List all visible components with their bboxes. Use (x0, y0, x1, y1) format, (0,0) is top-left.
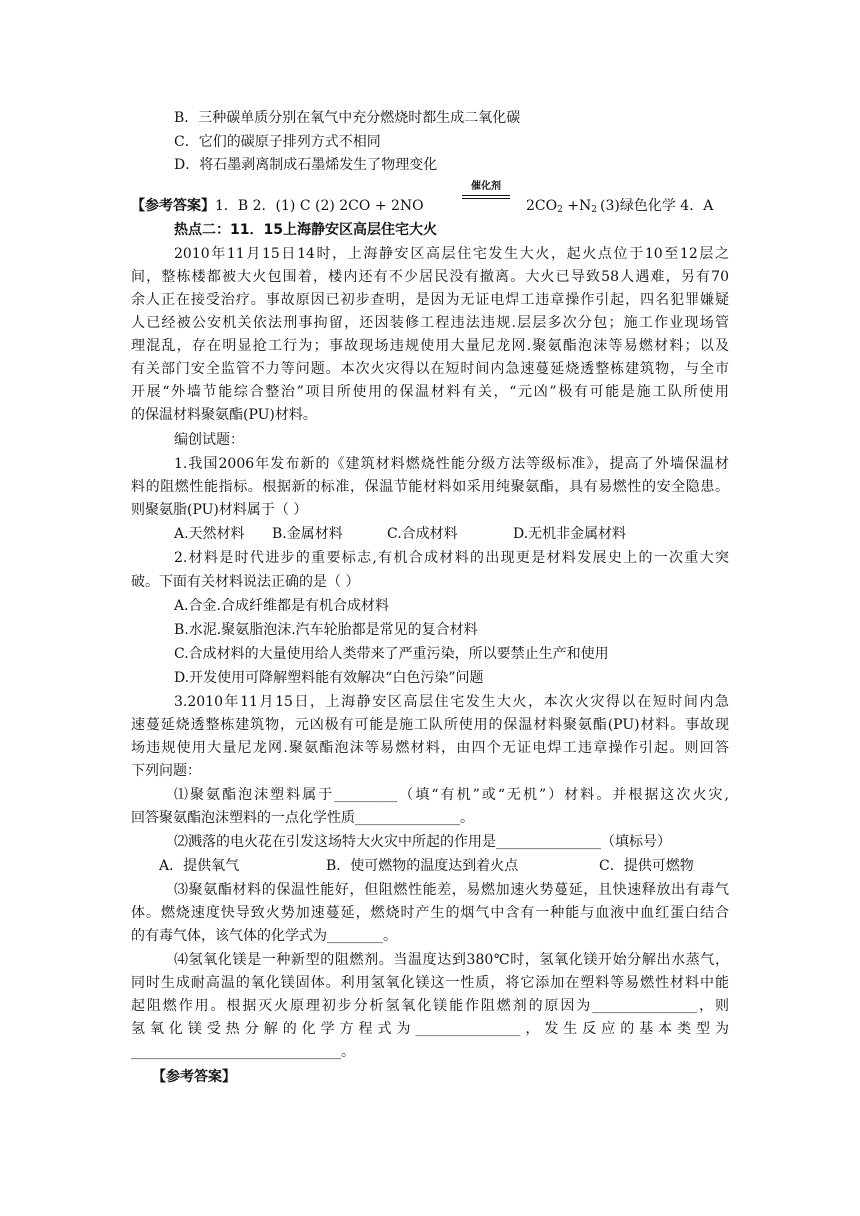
q1-line: 1.我国2006年发布新的《建筑材料燃烧性能分级方法等级标准》，提高了外墙保温材 (174, 456, 729, 472)
q1-line: 则聚氨脂(PU)材料属于（ ） (131, 502, 308, 518)
q1-option: B.金属材料 (272, 526, 343, 542)
intro-line: 有关部门安全监管不力等问题。本次火灾得以在短时间内急速蔓延烧透整栋建筑物，与全市 (131, 361, 729, 377)
q3-part2-options (131, 856, 731, 876)
q2-line: 破。下面有关材料说法正确的是（ ） (131, 574, 360, 590)
q3-part3-line: 的有毒气体，该气体的化学式为________。 (131, 928, 397, 944)
equals-sign (462, 195, 510, 199)
q2-option: B.水泥.聚氨脂泡沫.汽车轮胎都是常见的复合材料 (174, 622, 478, 638)
catalyst-label: 催化剂 (471, 181, 501, 192)
option-d: D．将石墨剥离制成石墨烯发生了物理变化 (174, 157, 438, 173)
q3-part3-line: 体。燃烧速度快导致火势加速蔓延，燃烧时产生的烟气中含有一种能与血液中血红蛋白结合 (131, 905, 729, 921)
q1-line: 料的阻燃性能指标。根据新的标准，保温节能材料如采用纯聚氨酯，具有易燃性的安全隐患。 (131, 479, 729, 495)
q3-part2-line: ⑵溅落的电火花在引发这场特大火灾中所起的作用是_______________（填标号） (174, 834, 671, 850)
q2-option: D.开发使用可降解塑料能有效解决“白色污染”问题 (174, 670, 484, 686)
q3-part4-line: 氢氧化镁受热分解的化学方程式为_______________，发生反应的基本类型为 (131, 1021, 729, 1037)
q3-part1-line: 回答聚氨酯泡沫塑料的一点化学性质_______________。 (131, 810, 474, 826)
q3-part4-line: 起阻燃作用。根据灭火原理初步分析氢氧化镁能作阻燃剂的原因为_______________，则 (131, 998, 729, 1014)
equation-products: $2CO_2 +N_2$ (526, 198, 598, 215)
answer-part-c: (3)绿色化学 4．A (600, 198, 714, 214)
catalyst-arrow (462, 181, 510, 199)
subheading: 编创试题： (174, 432, 244, 448)
q3-line: 场违规使用大量尼龙网.聚氨酯泡沫等易燃材料，由四个无证电焊工违章操作引起。则回答 (131, 740, 729, 756)
q3-line: 3.2010年11月15日，上海静安区高层住宅发生大火，本次火灾得以在短时间内急 (174, 694, 729, 710)
q3-line: 速蔓延烧透整栋建筑物，元凶极有可能是施工队所使用的保温材料聚氨酯(PU)材料。事故现 (131, 717, 729, 733)
answer-label: 【参考答案】 (131, 198, 215, 214)
intro-line: 理混乱，存在明显抢工行为；事故现场违规使用大量尼龙网.聚氨酯泡沫等易燃材料；以及 (131, 338, 729, 354)
intro-line: 的保温材料聚氨酯(PU)材料。 (131, 407, 317, 423)
q3-part2-option: C．提供可燃物 (599, 858, 694, 874)
q1-option: A.天然材料 (174, 526, 245, 542)
section-title: 热点二：11．15上海静安区高层住宅大火 (174, 222, 437, 238)
q1-option: C.合成材料 (387, 526, 458, 542)
answer-line-1 (131, 196, 424, 216)
q3-line: 下列问题： (131, 763, 201, 779)
q1-option: D.无机非金属材料 (513, 526, 627, 542)
q3-part2-option: B．使可燃物的温度达到着火点 (326, 858, 519, 874)
q3-part1-line: ⑴聚氨酯泡沫塑料属于_________（填“有机”或“无机”）材料。并根据这次火灾, (174, 787, 729, 803)
option-b: B．三种碳单质分别在氧气中充分燃烧时都生成二氧化碳 (174, 110, 521, 126)
intro-line: 开展“外墙节能综合整治”项目所使用的保温材料有关，“元凶”极有可能是施工队所使用 (131, 384, 729, 400)
q3-part4-line: ______________________________。 (131, 1044, 355, 1060)
intro-line: 余人正在接受治疗。事故原因已初步查明，是因为无证电焊工违章操作引起，四名犯罪嫌疑 (131, 292, 729, 308)
q1-options (174, 524, 734, 544)
answer-label-2: 【参考答案】 (152, 1069, 236, 1085)
q2-line: 2.材料是时代进步的重要标志,有机合成材料的出现更是材料发展史上的一次重大突 (174, 550, 729, 566)
q3-part3-line: ⑶聚氨酯材料的保温性能好，但阻燃性能差，易燃加速火势蔓延，且快速释放出有毒气 (174, 882, 729, 898)
intro-line: 间，整栋楼都被大火包围着，楼内还有不少居民没有撤离。大火已导致58人遇难，另有70 (131, 269, 729, 285)
q3-part2-option: A．提供氧气 (159, 858, 240, 874)
intro-line: 人已经被公安机关依法刑事拘留，还因装修工程违法违规.层层多次分包；施工作业现场管 (131, 315, 729, 331)
q2-option: C.合成材料的大量使用给人类带来了严重污染，所以要禁止生产和使用 (174, 646, 609, 662)
intro-line: 2010年11月15日14时，上海静安区高层住宅发生大火，起火点位于10至12层之 (174, 246, 729, 262)
q3-part4-line: ⑷氢氧化镁是一种新型的阻燃剂。当温度达到380℃时，氢氧化镁开始分解出水蒸气， (174, 952, 729, 968)
answer-part-a: 1．B 2．(1) C (2) 2CO + 2NO (215, 198, 424, 214)
option-c: C．它们的碳原子排列方式不相同 (174, 134, 381, 150)
q3-part4-line: 同时生成耐高温的氧化镁固体。利用氢氧化镁这一性质，将它添加在塑料等易燃性材料中能 (131, 975, 729, 991)
q2-option: A.合金.合成纤维都是有机合成材料 (174, 598, 390, 614)
